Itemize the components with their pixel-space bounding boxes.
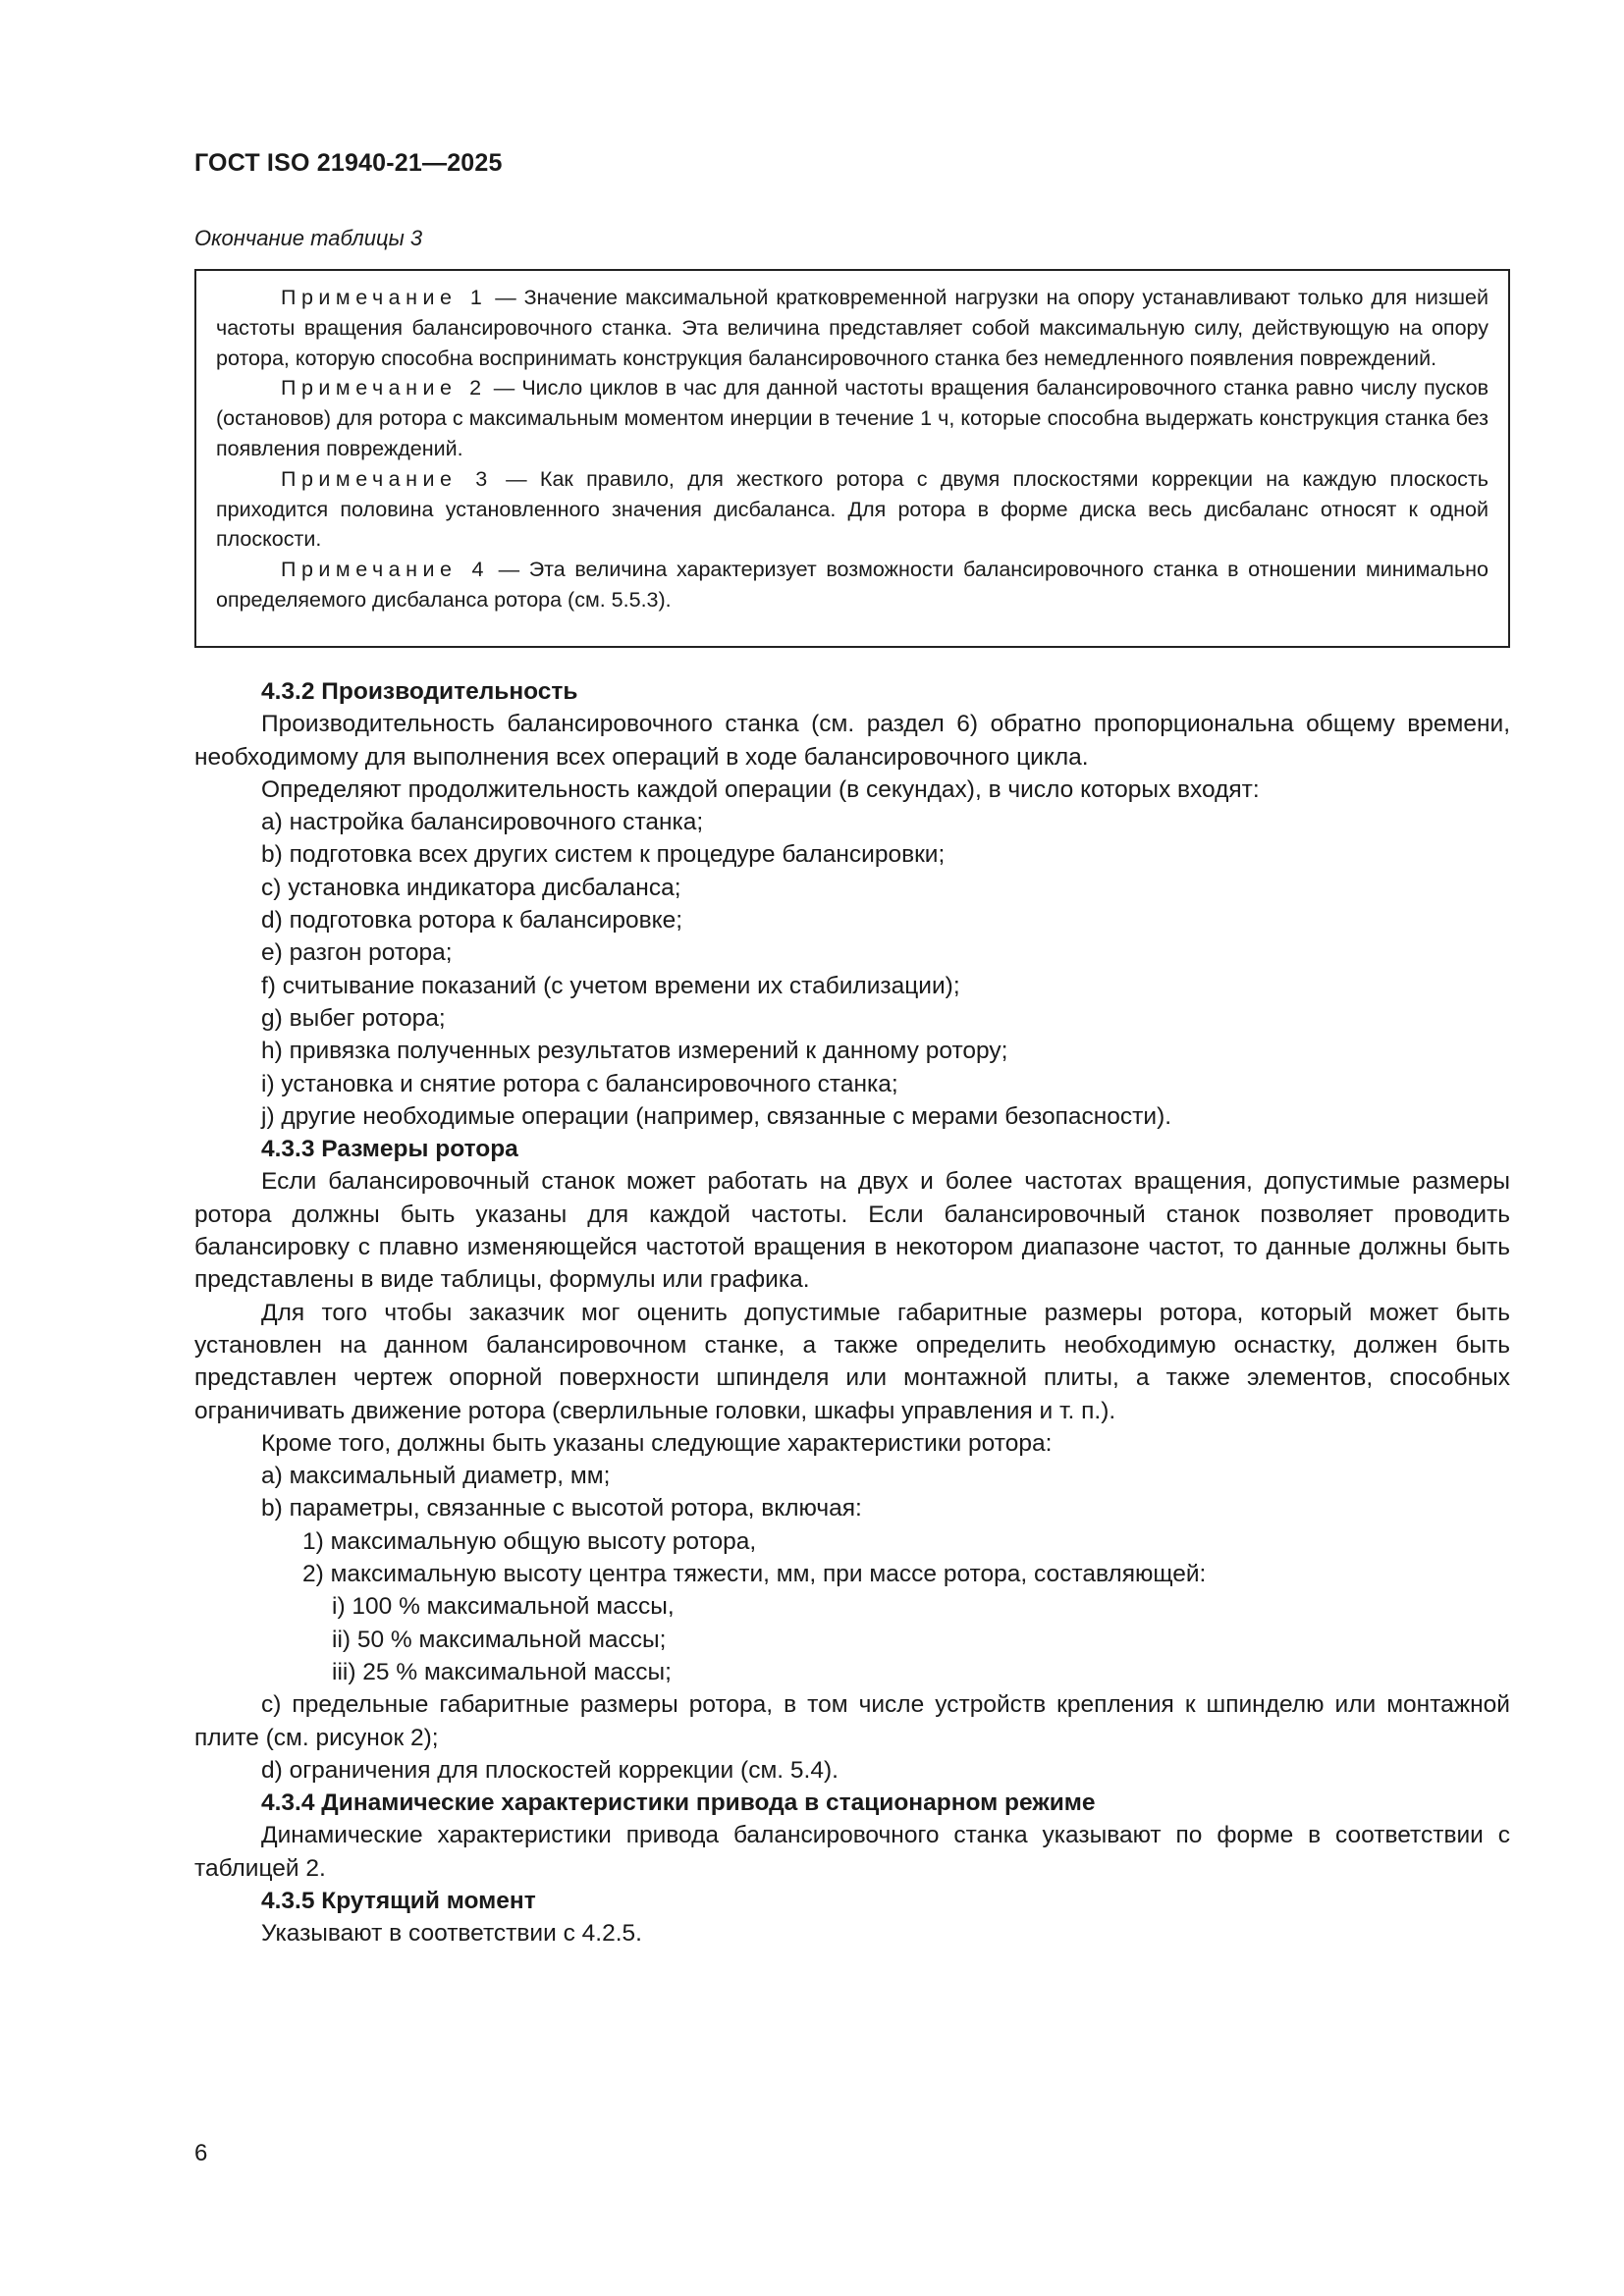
list-subsubitem: iii) 25 % максимальной массы; xyxy=(332,1658,672,1685)
section-heading-4-3-4: 4.3.4 Динамические характеристики привода в стационарном режиме xyxy=(261,1789,1096,1817)
note-2 xyxy=(216,373,1489,463)
list-item: d) подготовка ротора к балансировке; xyxy=(261,907,683,934)
note-text: — Как правило, для жесткого ротора с двумя плоскостями коррекции на каждую плоскость приходится половина установленного значения дисбаланса. Для ротора в форме диска весь дисбаланс относят к одной плоскости. xyxy=(216,466,1489,552)
list-subitem: 1) максимальную общую высоту ротора, xyxy=(302,1527,757,1555)
section-heading-4-3-5: 4.3.5 Крутящий момент xyxy=(261,1887,536,1914)
paragraph: Производительность балансировочного станка (см. раздел 6) обратно пропорциональна общему времени, необходимому для выполнения всех операций в ходе балансировочного цикла. xyxy=(194,711,1510,771)
list-item: e) разгон ротора; xyxy=(261,939,453,967)
list-item: d) ограничения для плоскостей коррекции (см. 5.4). xyxy=(261,1756,839,1784)
note-label: Примечание 4 xyxy=(281,558,490,582)
list-item: j) другие необходимые операции (например, связанные с мерами безопасности). xyxy=(261,1102,1172,1130)
table-caption: Окончание таблицы 3 xyxy=(194,226,423,250)
section-heading-4-3-3: 4.3.3 Размеры ротора xyxy=(261,1136,518,1163)
list-item: h) привязка полученных результатов измерений к данному ротору; xyxy=(261,1038,1008,1065)
list-item: g) выбег ротора; xyxy=(261,1004,446,1032)
list-item: f) считывание показаний (с учетом времени их стабилизации); xyxy=(261,972,960,999)
note-label: Примечание 2 xyxy=(281,376,487,400)
note-text: — Число циклов в час для данной частоты вращения балансировочного станка равно числу пусков (остановов) для ротора с максимальным моментом инерции в течение 1 ч, которые способна выдержать конструкция станка без появления повреждений. xyxy=(216,376,1489,460)
paragraph: Для того чтобы заказчик мог оценить допустимые габаритные размеры ротора, который может быть установлен на данном балансировочном станке, а также определить необходимую оснастку, должен быть представлен чертеж опорной поверхности шпинделя или монтажной плиты, а также элементов, способных ограничивать движение ротора (сверлильные головки, шкафы управления и т. п.). xyxy=(194,1299,1510,1424)
list-subsubitem: i) 100 % максимальной массы, xyxy=(332,1593,675,1621)
paragraph: Если балансировочный станок может работать на двух и более частотах вращения, допустимые размеры ротора должны быть указаны для каждой частоты. Если балансировочный станок позволяет проводить балансировку с плавно изменяющейся частотой вращения в некотором диапазоне частот, то данные должны быть представлены в виде таблицы, формулы или графика. xyxy=(194,1168,1510,1294)
paragraph: Определяют продолжительность каждой операции (в секундах), в число которых входят: xyxy=(261,775,1260,803)
list-item: i) установка и снятие ротора с балансировочного станка; xyxy=(261,1070,898,1097)
note-label: Примечание 3 xyxy=(281,466,493,491)
list-item: c) предельные габаритные размеры ротора, в том числе устройств крепления к шпинделю или монтажной плите (см. рисунок 2); xyxy=(194,1691,1510,1751)
paragraph: Динамические характеристики привода балансировочного станка указывают по форме в соответствии с таблицей 2. xyxy=(194,1822,1510,1882)
document-body xyxy=(194,675,1510,1950)
note-text: — Значение максимальной кратковременной нагрузки на опору устанавливают только для низшей частоты вращения балансировочного станка. Эта величина представляет собой максимальную силу, действующую на опору ротора, которую способна воспринимать конструкция балансировочного станка без немедленного появления повреждений. xyxy=(216,286,1489,370)
note-3 xyxy=(216,464,1489,555)
list-item: c) установка индикатора дисбаланса; xyxy=(261,874,681,901)
note-text: — Эта величина характеризует возможности балансировочного станка в отношении минимально определяемого дисбаланса ротора (см. 5.5.3). xyxy=(216,558,1489,612)
section-heading-4-3-2: 4.3.2 Производительность xyxy=(261,678,578,705)
notes-box xyxy=(194,269,1510,648)
list-item: b) параметры, связанные с высотой ротора, включая: xyxy=(261,1495,862,1522)
note-1 xyxy=(216,283,1489,373)
list-item: a) настройка балансировочного станка; xyxy=(261,809,704,836)
list-subitem: 2) максимальную высоту центра тяжести, мм, при массе ротора, составляющей: xyxy=(302,1561,1207,1588)
paragraph: Указывают в соответствии с 4.2.5. xyxy=(261,1920,642,1948)
list-item: a) максимальный диаметр, мм; xyxy=(261,1463,611,1490)
note-label: Примечание 1 xyxy=(281,286,488,309)
list-item: b) подготовка всех других систем к процедуре балансировки; xyxy=(261,841,946,869)
paragraph: Кроме того, должны быть указаны следующие характеристики ротора: xyxy=(261,1429,1053,1457)
list-subsubitem: ii) 50 % максимальной массы; xyxy=(332,1626,667,1653)
document-code: ГОСТ ISO 21940-21—2025 xyxy=(194,149,503,177)
page-number: 6 xyxy=(194,2140,208,2166)
note-4 xyxy=(216,555,1489,615)
